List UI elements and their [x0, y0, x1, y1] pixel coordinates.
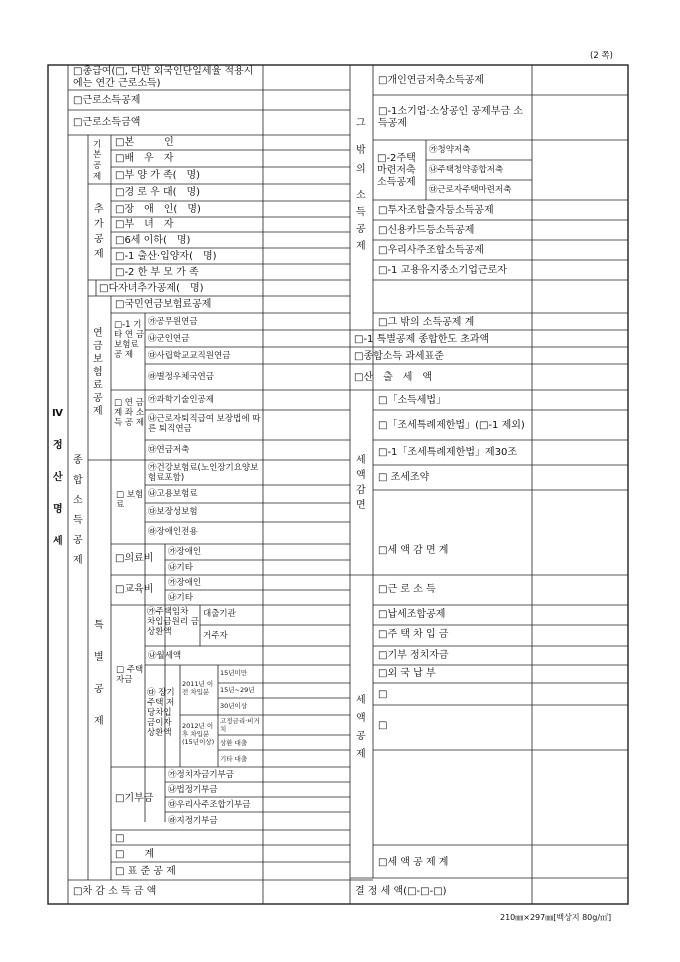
donation-item: ㉱지정기부금 [168, 816, 218, 826]
donation-label: □기부금 [115, 793, 154, 804]
donation-item: ㉮정치자금기부금 [168, 770, 234, 780]
group-char: 본 [93, 150, 102, 160]
housing-rent: ㉯월세액 [148, 651, 182, 661]
row-credit-earned: □근 로 소 득 [378, 584, 436, 595]
row-credit-blank: □ [378, 720, 388, 731]
group-char: 합 [73, 475, 83, 486]
housing-label: □ 주택 자금 [116, 665, 144, 685]
insurance-label: □ 보험료 [116, 490, 144, 510]
housing-2012: 2012년 이후 차입분 (15년이상) [182, 722, 215, 746]
row-credit-housing: □주 택 차 입 금 [378, 629, 449, 640]
row-sme-youth: □-1 고용유지중소기업근로자 [378, 265, 507, 276]
group-char: 공 [356, 731, 366, 742]
group-char: 세 [356, 455, 366, 466]
row-final-tax: 결 정 세 액(□-□-□) [355, 886, 447, 897]
row-investment: □투자조합출자등소득공제 [378, 205, 494, 216]
retirement-item: ㉯근로자퇴직급여 보장법에 따른 퇴직연금 [148, 414, 261, 434]
row-credit-total: □세 액 공 제 계 [378, 857, 449, 868]
row-basic-self: □본 인 [115, 137, 174, 148]
row-reduction-special: □「조세특례제한법」(□-1 제외) [378, 420, 525, 431]
row-additional: □6세 이하( 명) [115, 235, 191, 246]
row-reduction-total: □세 액 감 면 계 [378, 545, 449, 556]
retirement-item: ㉮과학기술인공제 [148, 395, 214, 405]
section-char: 명 [53, 504, 63, 515]
row-employee-stock: □우리사주조합소득공제 [378, 245, 485, 256]
group-char: 료 [93, 380, 103, 391]
public-pension-item: ㉮공무원연금 [148, 317, 198, 327]
group-char: 제 [356, 749, 366, 760]
group-char: 연 [93, 328, 103, 339]
row-credit-blank: □ [378, 689, 388, 700]
section-char: 세 [53, 536, 63, 547]
housing-saving-item: ㉰근로자주택마련저축 [429, 185, 512, 195]
section-char: 정 [53, 440, 63, 451]
group-char: 제 [73, 555, 83, 566]
row-small-business: □-1소기업·소상공인 공제부금 소득공제 [378, 106, 523, 129]
housing-saving-label: □-2주택 마련저축 소득공제 [377, 153, 416, 188]
group-char: 공 [94, 234, 104, 245]
row-additional: □장 애 인( 명) [115, 204, 201, 215]
housing-term: 고정금리·비거치 [220, 717, 260, 733]
housing-2011: 2011년 이전 차입분 [182, 680, 214, 696]
section-number: Ⅳ [52, 408, 63, 419]
housing-term: 상환 대출 [220, 739, 248, 747]
housing-resident: 거주자 [203, 631, 228, 641]
medical-item: ㉮장애인 [168, 547, 202, 557]
public-pension-item: ㉯군인연금 [148, 334, 190, 344]
group-char: 공 [73, 535, 83, 546]
row-calculated-tax: □산 출 세 액 [354, 372, 433, 383]
education-label: □교육비 [115, 584, 154, 595]
row-credit-political: □기부 정치자금 [378, 650, 449, 661]
medical-item: ㉯기타 [168, 563, 193, 573]
group-char: 공 [93, 393, 103, 404]
education-item: ㉯기타 [168, 593, 193, 603]
group-char: 제 [94, 249, 104, 260]
row-multi-child: □다자녀추가공제( 명) [99, 283, 204, 294]
group-char: 특 [94, 620, 104, 631]
housing-term: 15년미만 [220, 669, 248, 677]
housing-term: 30년이상 [220, 702, 248, 710]
group-char: 세 [356, 695, 366, 706]
row-tax-base: □종합소득 과세표준 [354, 351, 444, 362]
group-char: 제 [93, 406, 103, 417]
public-pension-item: ㉱별정우체국연금 [148, 372, 214, 382]
housing-term: 기타 대출 [220, 755, 248, 763]
insurance-item: ㉯고용보험료 [148, 489, 198, 499]
group-char: 별 [94, 652, 104, 663]
row-total: □ 계 [115, 849, 155, 860]
housing-saving-item: ㉮청약저축 [429, 145, 471, 155]
medical-label: □의료비 [115, 553, 154, 564]
insurance-item: ㉱장애인전용 [148, 527, 198, 537]
donation-item: ㉯법정기부금 [168, 785, 218, 795]
group-char: 득 [356, 207, 366, 218]
group-char: 밖 [356, 145, 366, 156]
row-earned-income-amount: □근로소득금액 [73, 117, 141, 128]
section-char: 산 [53, 472, 63, 483]
group-char: 가 [94, 219, 104, 230]
group-char: 면 [356, 500, 366, 511]
housing-lease: ㉮주택임차 차입금원리 금상환액 [147, 607, 199, 637]
row-additional: □-1 출산·입양자( 명) [115, 251, 217, 262]
row-earned-income-deduction: □근로소득공제 [73, 95, 141, 106]
group-char: 의 [356, 164, 366, 175]
row-personal-pension: □개인연금저축소득공제 [378, 75, 485, 86]
group-char: 액 [356, 470, 366, 481]
row-additional: □경 로 우 대( 명) [115, 187, 201, 198]
row-standard-deduction: □ 표 준 공 제 [115, 866, 176, 877]
group-char: 제 [94, 716, 104, 727]
public-pension-label: □-1 기 타 연 금 보험료 공 제 [114, 320, 145, 360]
group-char: 액 [356, 713, 366, 724]
group-char: 공 [94, 684, 104, 695]
group-char: 금 [93, 341, 103, 352]
row-additional: □부 녀 자 [115, 219, 174, 230]
paper-spec: 210㎜×297㎜[백상지 80g/㎡] [500, 913, 612, 922]
group-char: 보 [93, 354, 103, 365]
row-special-limit: □-1 특별공제 종합한도 초과액 [354, 334, 490, 345]
row-deducted-income: □차 감 소 득 금 액 [73, 886, 157, 897]
row-total-salary: □총급여(□, 다만 외국인단일세율 적용시에는 연간 근로소득) [73, 66, 254, 89]
education-item: ㉮장애인 [168, 578, 202, 588]
row-credit-foreign: □외 국 납 부 [378, 668, 436, 679]
group-char: 종 [73, 455, 83, 466]
group-char: 추 [94, 204, 104, 215]
row-credit-union: □납세조합공제 [378, 609, 446, 620]
group-char: 득 [73, 515, 83, 526]
row-reduction-special30: □-1「조세특례제한법」제30조 [378, 447, 518, 458]
group-char: 그 [356, 118, 366, 129]
donation-item: ㉰우리사주조합기부금 [168, 800, 251, 810]
group-char: 제 [93, 172, 102, 182]
group-char: 소 [73, 495, 83, 506]
group-char: 제 [356, 241, 366, 252]
group-char: 감 [356, 485, 366, 496]
row-basic-spouse: □배 우 자 [115, 153, 174, 164]
housing-saving-item: ㉯주택청약종합저축 [429, 165, 504, 175]
insurance-item: ㉮건강보험료(노인장기요양보험료포함) [148, 463, 259, 483]
page-number: (2 쪽) [590, 51, 613, 61]
public-pension-item: ㉰사립학교교직원연금 [148, 351, 231, 361]
row-national-pension: □국민연금보험료공제 [115, 299, 212, 310]
row-reduction-income-tax: □「소득세법」 [378, 395, 447, 406]
housing-mortgage: ㉰ 장기 주택 저 당차입 금이자 상환액 [147, 688, 175, 738]
row-additional: □-2 한 부 모 가 족 [115, 267, 199, 278]
housing-term: 15년~29년 [220, 686, 255, 694]
row-other-total: □그 밖의 소득공제 계 [378, 317, 475, 328]
retirement-label: □ 연 금 계 좌 소 득 공 제 [114, 398, 145, 428]
insurance-item: ㉰보장성보험 [148, 507, 198, 517]
group-char: 소 [356, 190, 366, 201]
group-char: 공 [356, 224, 366, 235]
row-blank: □ [115, 833, 125, 844]
row-basic-dependents: □부 양 가 족( 명) [115, 170, 201, 181]
group-char: 공 [93, 161, 102, 171]
group-char: 험 [93, 367, 103, 378]
row-reduction-treaty: □ 조세조약 [378, 472, 430, 483]
row-credit-card: □신용카드등소득공제 [378, 225, 475, 236]
group-char: 기 [93, 140, 102, 150]
retirement-item: ㉰연금저축 [148, 445, 190, 455]
housing-lender: 대출기관 [203, 609, 236, 619]
